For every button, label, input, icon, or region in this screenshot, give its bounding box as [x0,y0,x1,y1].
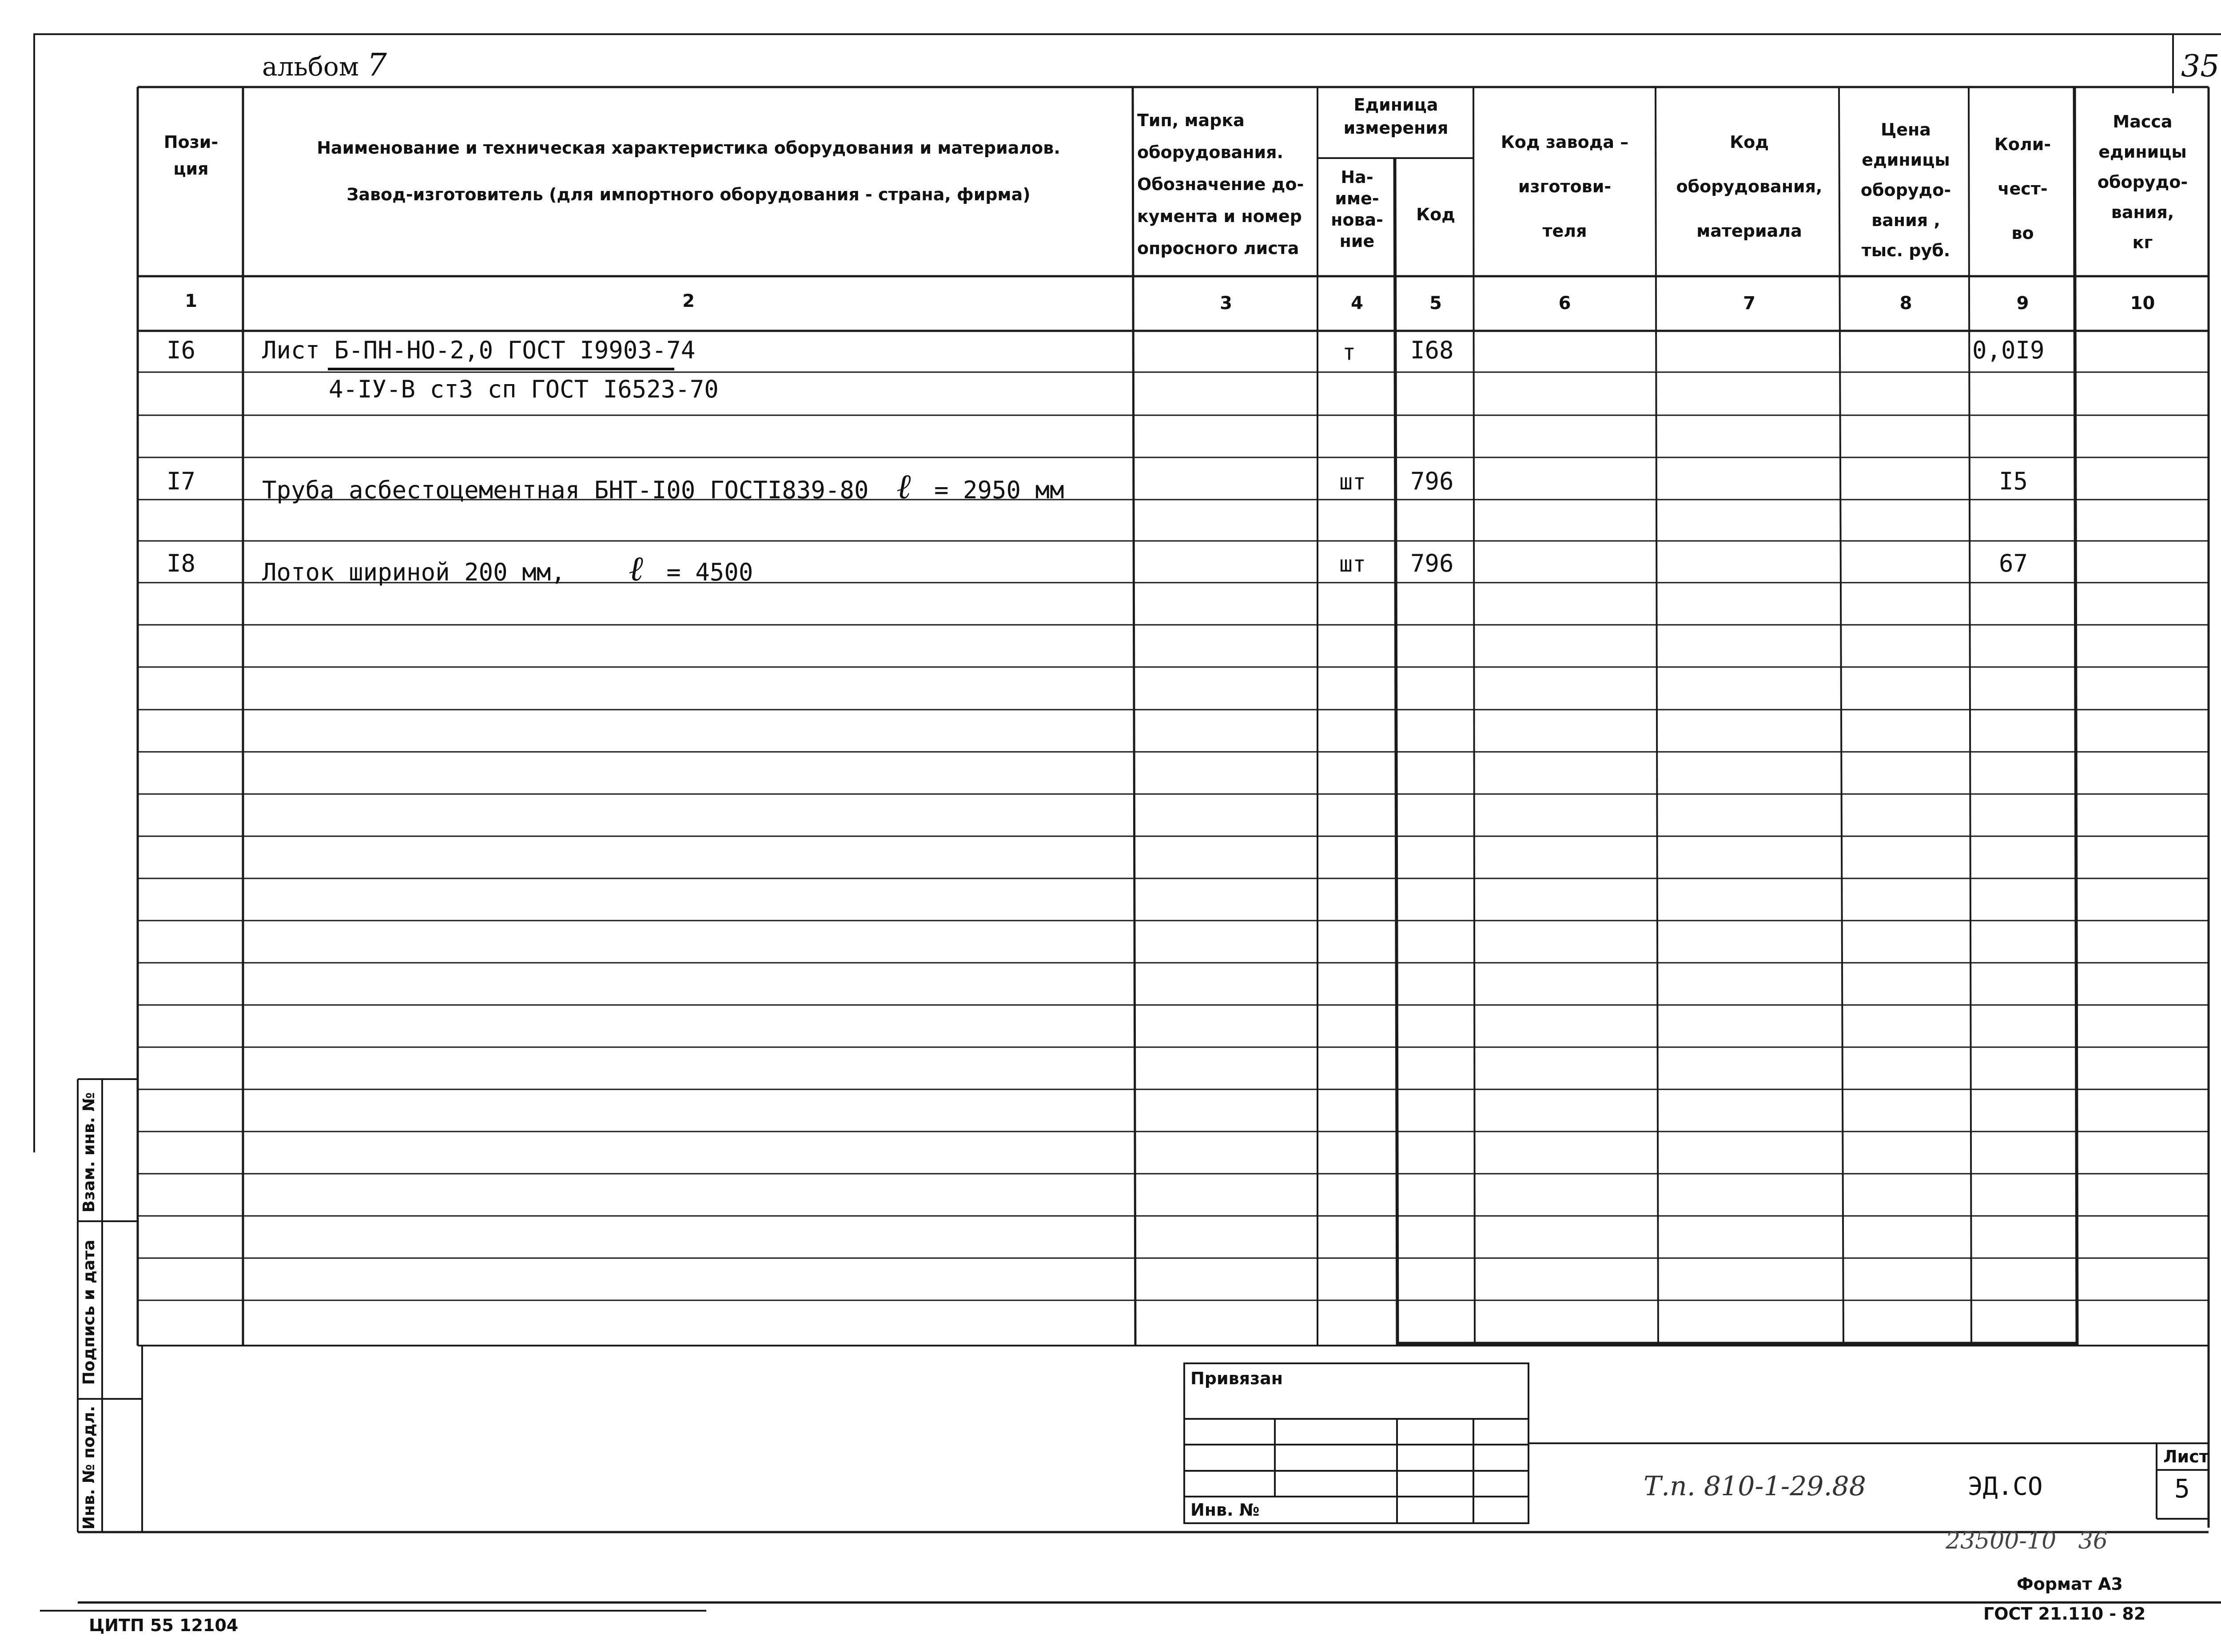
column-number-1: 1 [185,291,197,311]
row-i7-length-symbol: ℓ [896,467,911,507]
row-i6-position: I6 [167,336,196,364]
row-i8-length-value: = 4500 [666,558,753,586]
footer-format: Формат А3 [2017,1574,2123,1594]
row-i6-quantity: 0,0I9 [1972,336,2045,364]
row-i6-unit: т [1342,339,1356,365]
row-i8-name-text: Лоток шириной 200 мм, [262,558,565,586]
row-i8-code: 796 [1410,549,1454,577]
header-price: Цена единицы оборудо- вания , тыс. руб. [1860,120,1951,260]
page-number: 35 [2181,49,2220,84]
stamp-doc-code-handwritten: Т.п. 810-1-29.88 [1644,1471,1866,1502]
album-label: альбом 7 [262,47,387,83]
row-i7-code: 796 [1410,467,1454,495]
column-number-2: 2 [682,291,695,311]
stamp-inv-no: Инв. № [1190,1500,1260,1520]
side-label-podpis-data: Подпись и дата [80,1239,98,1385]
column-number-7: 7 [1743,293,1755,314]
header-unit-name: На- име- нова- ние [1331,167,1383,251]
side-label-vzam-inv: Взам. инв. № [80,1092,98,1213]
footer-handwritten-number: 23500-10 36 [1946,1528,2108,1554]
column-number-6: 6 [1558,293,1571,314]
row-i8-name [262,549,753,589]
header-factory-code: Код завода – изготови- теля [1501,132,1629,241]
row-i7-name-text: Труба асбестоцементная БНТ-I00 ГОСТI839-80 [262,476,869,504]
header-name-line1: Наименование и техническая характеристика оборудования и материалов. [317,138,1060,158]
row-i7-quantity: I5 [1999,467,2028,495]
stamp-doc-code: ЭД.СО [1968,1472,2043,1501]
header-unit-group: Единица измерения [1343,95,1449,138]
column-number-3: 3 [1220,293,1232,314]
album-number: 7 [367,47,387,83]
row-i7-name [262,467,1064,507]
header-type: Тип, марка оборудования. Обозначение до- кумента и номер опросного листа [1137,111,1304,258]
header-name-line2: Завод-изготовитель (для импортного оборудования - страна, фирма) [346,185,1031,204]
column-number-5: 5 [1429,293,1442,314]
column-number-10: 10 [2130,293,2155,314]
row-i6-code: I68 [1410,336,1454,364]
row-i7-position: I7 [167,467,196,495]
column-number-8: 8 [1899,293,1912,314]
header-quantity: Коли- чест- во [1994,135,2051,243]
footer-left-rule [40,1610,706,1612]
stamp-sheet-number: 5 [2174,1473,2190,1504]
footer-gost: ГОСТ 21.110 - 82 [1983,1604,2146,1624]
column-number-4: 4 [1351,293,1363,314]
row-i7-unit: шт [1339,469,1366,495]
row-i6-underline [328,368,674,370]
row-i7-length-value: = 2950 мм [934,476,1064,504]
header-unit-code: Код [1416,205,1455,224]
stamp-privyazan: Привязан [1190,1369,1283,1388]
stamp-sheet-label: Лист [2163,1447,2209,1466]
row-i6-name-line2: 4-IУ-В ст3 сп ГОСТ I6523-70 [329,375,719,403]
row-i6-name: Лист Б-ПН-НО-2,0 ГОСТ I9903-74 [262,336,696,364]
row-i8-position: I8 [167,549,196,577]
row-i8-length-symbol: ℓ [629,549,643,589]
row-i8-quantity: 67 [1999,549,2028,577]
header-mass: Масса единицы оборудо- вания, кг [2097,112,2188,252]
footer-citp: ЦИТП 55 12104 [89,1616,239,1635]
row-i8-unit: шт [1339,551,1366,577]
side-label-inv-podl: Инв. № подл. [80,1406,98,1530]
header-position: Пози- ция [163,132,219,179]
column-number-9: 9 [2016,293,2029,314]
header-equipment-code: Код оборудования, материала [1676,132,1823,241]
